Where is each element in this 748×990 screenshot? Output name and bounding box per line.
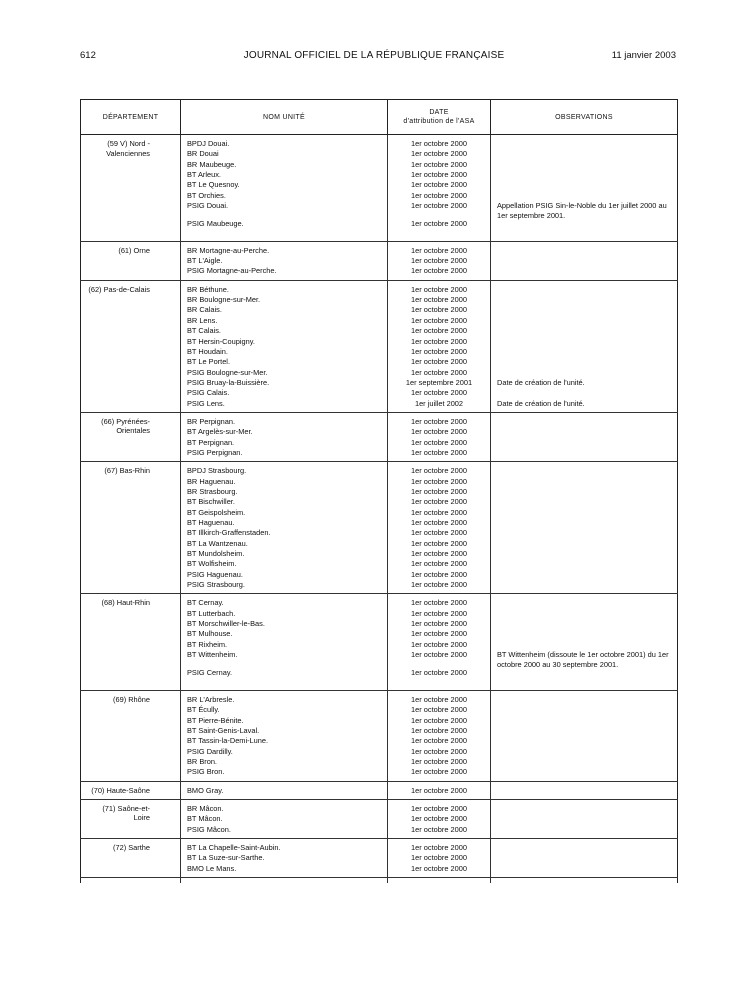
journal-title: JOURNAL OFFICIEL DE LA RÉPUBLIQUE FRANÇAISE	[243, 50, 505, 61]
unit-name: BT Lutterbach.	[187, 608, 236, 618]
unit-names-cell	[181, 280, 388, 412]
attribution-date: 1er octobre 2000	[411, 619, 467, 629]
attribution-date	[388, 660, 490, 668]
observation-text: BT Wittenheim (dissoute le 1er octobre 2001) du 1er octobre 2000 au 30 septembre 2001.	[497, 650, 669, 669]
unit-names-cell	[181, 462, 388, 594]
observation-text	[497, 767, 674, 777]
unit-name: PSIG Dardilly.	[187, 746, 233, 756]
department-cell: (59 V) Nord - Valenciennes	[81, 135, 181, 242]
unit-name: BT Le Quesnoy.	[187, 180, 240, 190]
attribution-date: 1er octobre 2000	[411, 388, 467, 398]
unit-name: BT L'Aigle.	[187, 256, 223, 266]
attribution-date: 1er octobre 2000	[411, 170, 467, 180]
table-row	[81, 280, 678, 412]
attribution-date-cell	[388, 781, 491, 799]
observation-text	[497, 285, 674, 295]
attribution-date-cell	[388, 462, 491, 594]
observation-text	[497, 438, 674, 448]
department-cell: (71) Saône-et-Loire	[81, 799, 181, 838]
observation-text	[497, 814, 674, 824]
unit-names-cell	[181, 690, 388, 781]
unit-names-cell	[181, 799, 388, 838]
unit-name: BR Béthune.	[187, 284, 229, 294]
unit-name: BMO Le Mans.	[187, 863, 237, 873]
attribution-date: 1er octobre 2000	[411, 190, 467, 200]
unit-name: BT Haguenau.	[187, 518, 235, 527]
observations-cell	[491, 690, 678, 781]
attribution-date: 1er octobre 2000	[411, 336, 467, 346]
observation-text	[497, 347, 674, 357]
attribution-date: 1er octobre 2000	[411, 580, 467, 590]
unit-name: BR Mâcon.	[187, 803, 224, 813]
unit-name: PSIG Bruay-la-Buissière.	[187, 377, 270, 387]
attribution-date: 1er octobre 2000	[411, 180, 467, 190]
unit-name: PSIG Mâcon.	[187, 824, 231, 834]
attribution-date: 1er octobre 2000	[411, 201, 467, 211]
unit-name: BT Saint-Genis-Laval.	[187, 725, 260, 735]
observation-text: Date de création de l'unité.	[497, 398, 585, 408]
observation-text	[497, 825, 674, 835]
attribution-date: 1er octobre 2000	[411, 705, 467, 715]
table-row	[81, 462, 678, 594]
attribution-date: 1er octobre 2000	[411, 486, 467, 496]
unit-name: PSIG Calais.	[187, 388, 230, 398]
table-row	[81, 412, 678, 461]
attribution-date: 1er octobre 2000	[411, 694, 467, 704]
observation-text	[497, 726, 674, 736]
observation-text	[497, 570, 674, 580]
unit-name: BT Mundolsheim.	[187, 549, 245, 559]
observation-text	[497, 191, 674, 201]
attribution-date: 1er octobre 2000	[411, 315, 467, 325]
attribution-date-cell	[388, 690, 491, 781]
continuation-cell	[388, 877, 491, 883]
observation-text	[497, 219, 674, 227]
unit-name: BT Arleux.	[187, 170, 221, 180]
unit-name: BT La Suze-sur-Sarthe.	[187, 853, 265, 863]
observation-text	[497, 139, 674, 149]
observation-text	[497, 149, 674, 159]
unit-name: BPDJ Douai.	[187, 139, 230, 148]
attribution-date: 1er octobre 2000	[411, 842, 467, 852]
attribution-date: 1er octobre 2000	[411, 639, 467, 649]
attribution-date: 1er octobre 2000	[411, 447, 467, 457]
department-cell: (61) Orne	[81, 241, 181, 280]
continuation-cell	[81, 877, 181, 883]
unit-names-cell	[181, 838, 388, 877]
unit-name: BT Argelès-sur-Mer.	[187, 427, 253, 437]
department-cell: (69) Rhône	[81, 690, 181, 781]
department-cell: (62) Pas-de-Calais	[81, 280, 181, 412]
attribution-date-cell	[388, 412, 491, 461]
unit-name: PSIG Haguenau.	[187, 569, 243, 579]
observations-cell	[491, 799, 678, 838]
issue-date: 11 janvier 2003	[611, 50, 676, 61]
observation-text	[497, 864, 674, 874]
unit-name: BT Écully.	[187, 705, 220, 715]
unit-name: BR Haguenau.	[187, 476, 236, 486]
attribution-date: 1er octobre 2000	[411, 863, 467, 873]
observation-text	[497, 528, 674, 538]
observations-cell	[491, 135, 678, 242]
table-row	[81, 690, 678, 781]
unit-name: BT La Wantzenau.	[187, 538, 248, 548]
observation-text	[497, 180, 674, 190]
observation-text	[497, 508, 674, 518]
attribution-date: 1er octobre 2000	[411, 497, 467, 507]
attribution-date: 1er octobre 2000	[411, 346, 467, 356]
observation-text	[497, 786, 674, 796]
department-cell: (66) Pyrénées-Orientales	[81, 412, 181, 461]
observations-cell	[491, 412, 678, 461]
attribution-date: 1er octobre 2000	[411, 528, 467, 538]
observation-text	[497, 705, 674, 715]
unit-name: BT Wolfisheim.	[187, 559, 237, 569]
observation-text	[497, 539, 674, 549]
unit-names-cell	[181, 781, 388, 799]
observations-cell	[491, 838, 678, 877]
unit-name: PSIG Mortagne-au-Perche.	[187, 266, 277, 276]
observation-text	[497, 388, 674, 398]
asa-attribution-table	[80, 99, 678, 883]
attribution-date: 1er octobre 2000	[411, 507, 467, 517]
observation-text	[497, 487, 674, 497]
unit-name: PSIG Lens.	[187, 398, 225, 408]
unit-name: BR Mortagne-au-Perche.	[187, 245, 270, 255]
attribution-date: 1er octobre 2000	[411, 814, 467, 824]
attribution-date: 1er octobre 2000	[411, 139, 467, 148]
attribution-date: 1er octobre 2000	[411, 437, 467, 447]
unit-name: BT Cernay.	[187, 598, 224, 608]
attribution-date: 1er juillet 2002	[414, 398, 464, 408]
department-cell: (70) Haute-Saône	[81, 781, 181, 799]
unit-name: PSIG Bron.	[187, 767, 225, 777]
unit-names-cell	[181, 135, 388, 242]
observation-text: Date de création de l'unité.	[497, 377, 585, 387]
unit-name: BT Morschwiller-le-Bas.	[187, 619, 265, 629]
attribution-date: 1er octobre 2000	[411, 159, 467, 169]
unit-name: BT Rixheim.	[187, 639, 228, 649]
observation-text	[497, 757, 674, 767]
attribution-date: 1er octobre 2000	[411, 284, 467, 294]
attribution-date: 1er octobre 2000	[411, 538, 467, 548]
unit-name: BR Lens.	[187, 315, 218, 325]
attribution-date: 1er octobre 2000	[411, 803, 467, 813]
observation-text	[497, 368, 674, 378]
department-cell: (68) Haut-Rhin	[81, 594, 181, 690]
attribution-date: 1er octobre 2000	[411, 326, 467, 336]
attribution-date: 1er octobre 2000	[411, 476, 467, 486]
observation-text	[497, 316, 674, 326]
attribution-date: 1er octobre 2000	[411, 305, 467, 315]
observation-text	[497, 266, 674, 276]
observation-text	[497, 417, 674, 427]
observation-text	[497, 668, 674, 676]
observation-text	[497, 337, 674, 347]
unit-name: BT Wittenheim.	[187, 650, 238, 660]
attribution-date: 1er octobre 2000	[411, 569, 467, 579]
unit-name: BT Bischwiller.	[187, 497, 235, 507]
observation-text	[497, 427, 674, 437]
unit-name: BT Le Portel.	[187, 357, 230, 367]
observations-cell	[491, 241, 678, 280]
unit-name: PSIG Perpignan.	[187, 447, 243, 457]
column-header-date-title: DATE	[429, 109, 449, 116]
unit-name: BT Tassin-la-Demi-Lune.	[187, 736, 269, 746]
column-header-departement: DÉPARTEMENT	[81, 100, 181, 135]
observation-text	[497, 227, 674, 237]
attribution-date: 1er octobre 2000	[411, 608, 467, 618]
column-header-date-subtitle: d'attribution de l'ASA	[403, 118, 475, 125]
observations-cell	[491, 462, 678, 594]
attribution-date: 1er octobre 2000	[411, 549, 467, 559]
observation-text	[497, 640, 674, 650]
column-header-date	[388, 100, 491, 135]
observation-text	[497, 804, 674, 814]
unit-name: BT Houdain.	[187, 346, 228, 356]
attribution-date: 1er octobre 2000	[411, 518, 467, 527]
observations-cell	[491, 781, 678, 799]
column-header-nom-unite: NOM UNITÉ	[181, 100, 388, 135]
unit-name: BR Calais.	[187, 305, 222, 315]
unit-name: BT Orchies.	[187, 190, 226, 200]
department-cell: (72) Sarthe	[81, 838, 181, 877]
attribution-date: 1er octobre 2000	[411, 767, 467, 777]
unit-name: BR Strasbourg.	[187, 486, 238, 496]
column-header-observations: OBSERVATIONS	[491, 100, 678, 135]
attribution-date-cell	[388, 280, 491, 412]
unit-name: PSIG Douai.	[187, 201, 229, 211]
attribution-date: 1er octobre 2000	[411, 357, 467, 367]
observation-text	[497, 695, 674, 705]
observation-text	[497, 716, 674, 726]
observation-text	[497, 518, 674, 528]
table-row	[81, 781, 678, 799]
table-header-row	[81, 100, 678, 135]
observations-cell	[491, 594, 678, 690]
observation-text	[497, 580, 674, 590]
attribution-date: 1er octobre 2000	[411, 149, 467, 159]
observation-text	[497, 305, 674, 315]
continuation-cell	[181, 877, 388, 883]
continuation-row	[81, 877, 678, 883]
observation-text: Appellation PSIG Sin-le-Noble du 1er juillet 2000 au 1er septembre 2001.	[497, 201, 667, 220]
attribution-date: 1er octobre 2000	[411, 725, 467, 735]
observation-text	[497, 549, 674, 559]
unit-name: PSIG Boulogne-sur-Mer.	[187, 367, 268, 377]
attribution-date: 1er octobre 2000	[411, 598, 467, 608]
table-row	[81, 135, 678, 242]
attribution-date: 1er octobre 2000	[411, 746, 467, 756]
attribution-date: 1er octobre 2000	[411, 715, 467, 725]
unit-name	[187, 660, 384, 668]
observation-text	[497, 357, 674, 367]
attribution-date: 1er octobre 2000	[411, 245, 467, 255]
attribution-date: 1er octobre 2000	[411, 416, 467, 426]
unit-names-cell	[181, 594, 388, 690]
unit-name: PSIG Cernay.	[187, 668, 233, 678]
unit-name: PSIG Strasbourg.	[187, 580, 245, 590]
unit-name: BT Illkirch-Graffenstaden.	[187, 528, 271, 538]
attribution-date: 1er septembre 2001	[405, 377, 473, 387]
observation-text	[497, 609, 674, 619]
attribution-date: 1er octobre 2000	[411, 266, 467, 276]
table-row	[81, 799, 678, 838]
attribution-date-cell	[388, 799, 491, 838]
observation-text	[497, 295, 674, 305]
unit-name: BMO Gray.	[187, 785, 224, 795]
unit-name: BT Mulhouse.	[187, 629, 233, 639]
unit-name: BR Douai	[187, 149, 219, 159]
department-cell: (67) Bas-Rhin	[81, 462, 181, 594]
unit-name: BR Perpignan.	[187, 416, 236, 426]
unit-name: BT Calais.	[187, 326, 221, 336]
attribution-date: 1er octobre 2000	[411, 367, 467, 377]
unit-name: PSIG Maubeuge.	[187, 219, 244, 229]
attribution-date: 1er octobre 2000	[411, 295, 467, 305]
unit-name: BPDJ Strasbourg.	[187, 466, 247, 476]
observation-text	[497, 477, 674, 487]
observation-text	[497, 676, 674, 686]
unit-name: BT La Chapelle-Saint-Aubin.	[187, 842, 281, 852]
attribution-date-cell	[388, 241, 491, 280]
unit-name: BR Maubeuge.	[187, 159, 237, 169]
observation-text	[497, 843, 674, 853]
table-body	[81, 135, 678, 883]
observation-text	[497, 466, 674, 476]
unit-name: BR Bron.	[187, 756, 217, 766]
attribution-date	[388, 211, 490, 219]
attribution-date: 1er octobre 2000	[411, 629, 467, 639]
unit-names-cell	[181, 412, 388, 461]
attribution-date: 1er octobre 2000	[411, 785, 467, 795]
observation-text	[497, 853, 674, 863]
observation-text	[497, 497, 674, 507]
observation-text	[497, 448, 674, 458]
table-row	[81, 838, 678, 877]
unit-name: BT Hersin-Coupigny.	[187, 336, 255, 346]
observation-text	[497, 629, 674, 639]
unit-name	[187, 211, 384, 219]
attribution-date: 1er octobre 2000	[411, 736, 467, 746]
attribution-date: 1er octobre 2000	[411, 668, 467, 678]
observation-text	[497, 256, 674, 266]
observation-text	[497, 619, 674, 629]
attribution-date-cell	[388, 135, 491, 242]
unit-name: BT Pierre-Bénite.	[187, 715, 244, 725]
observation-text	[497, 598, 674, 608]
unit-name: BR Boulogne-sur-Mer.	[187, 295, 261, 305]
observation-text	[497, 160, 674, 170]
table-row	[81, 241, 678, 280]
observation-text	[497, 246, 674, 256]
observation-text	[497, 170, 674, 180]
attribution-date: 1er octobre 2000	[411, 650, 467, 660]
observation-text	[497, 559, 674, 569]
attribution-date: 1er octobre 2000	[411, 756, 467, 766]
attribution-date: 1er octobre 2000	[411, 219, 467, 229]
observation-text	[497, 736, 674, 746]
page-number: 612	[80, 50, 96, 61]
attribution-date: 1er octobre 2000	[411, 427, 467, 437]
attribution-date: 1er octobre 2000	[411, 853, 467, 863]
observations-cell	[491, 280, 678, 412]
attribution-date-cell	[388, 594, 491, 690]
observation-text	[497, 747, 674, 757]
table-row	[81, 594, 678, 690]
attribution-date: 1er octobre 2000	[411, 824, 467, 834]
unit-name: BT Perpignan.	[187, 437, 235, 447]
unit-name: BR L'Arbresle.	[187, 694, 235, 704]
attribution-date-cell	[388, 838, 491, 877]
attribution-date: 1er octobre 2000	[411, 466, 467, 476]
continuation-cell	[491, 877, 678, 883]
unit-name: BT Geispolsheim.	[187, 507, 246, 517]
unit-names-cell	[181, 241, 388, 280]
attribution-date: 1er octobre 2000	[411, 256, 467, 266]
observation-text	[497, 326, 674, 336]
attribution-date: 1er octobre 2000	[411, 559, 467, 569]
unit-name: BT Mâcon.	[187, 814, 223, 824]
